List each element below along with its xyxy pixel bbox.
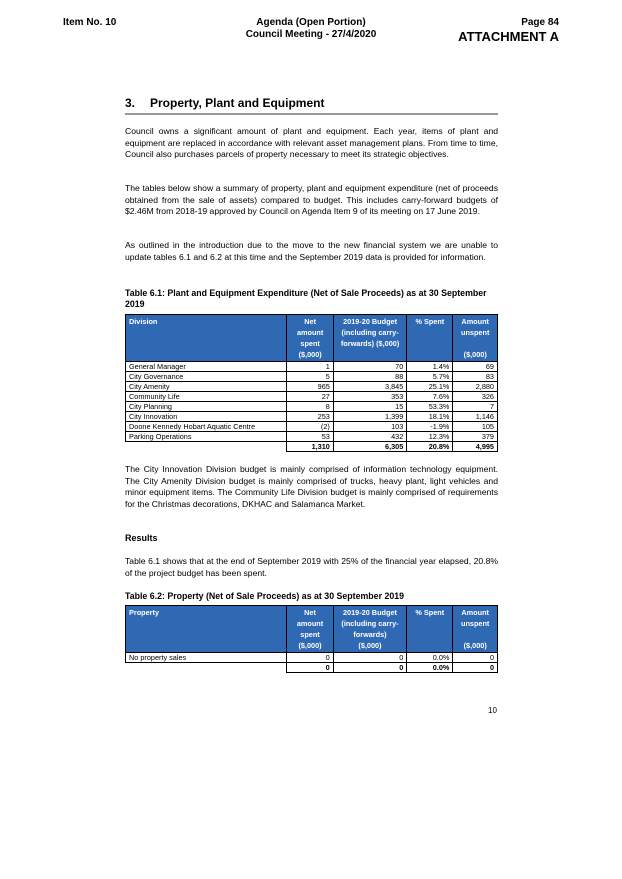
total-budget: 0 — [333, 663, 407, 673]
cell-property: No property sales — [126, 653, 287, 663]
cell-unspent: 2,880 — [453, 382, 498, 392]
cell-pct: 12.3% — [407, 432, 453, 442]
hdr-line: amount — [296, 619, 324, 628]
hdr-line: spent — [300, 630, 320, 639]
item-number: Item No. 10 — [63, 17, 117, 28]
cell-unspent: 69 — [453, 362, 498, 372]
cell-division: City Governance — [126, 372, 287, 382]
cell-division: City Planning — [126, 402, 287, 412]
hdr-line — [456, 629, 494, 640]
section-title: Property, Plant and Equipment — [150, 96, 325, 110]
total-row — [126, 663, 498, 673]
col-net-spent — [287, 606, 333, 653]
total-unspent: 4,995 — [453, 442, 498, 452]
total-net: 1,310 — [287, 442, 333, 452]
table-row — [126, 362, 498, 372]
hdr-line: (including carry- — [341, 328, 399, 337]
hdr-line: 2019-20 Budget — [343, 317, 398, 326]
page-header — [458, 17, 559, 44]
table-row — [126, 653, 498, 663]
cell-net: 27 — [287, 392, 333, 402]
cell-budget: 1,399 — [333, 412, 406, 422]
cell-budget: 0 — [333, 653, 407, 663]
cell-net: (2) — [287, 422, 333, 432]
cell-unspent: 326 — [453, 392, 498, 402]
hdr-line — [456, 338, 494, 349]
cell-budget: 353 — [333, 392, 406, 402]
col-budget — [333, 606, 407, 653]
table-row — [126, 372, 498, 382]
hdr-line: spent — [300, 339, 320, 348]
cell-unspent: 105 — [453, 422, 498, 432]
cell-pct: 1.4% — [407, 362, 453, 372]
table-row — [126, 432, 498, 442]
cell-net: 1 — [287, 362, 333, 372]
cell-net: 253 — [287, 412, 333, 422]
plant-equipment-table — [125, 314, 498, 452]
hdr-line: ($,000) — [463, 641, 487, 650]
results-heading: Results — [125, 533, 158, 543]
cell-division: City Amenity — [126, 382, 287, 392]
hdr-line: Amount — [461, 317, 489, 326]
total-net: 0 — [287, 663, 333, 673]
hdr-line: Net — [304, 608, 316, 617]
section-heading — [125, 96, 498, 115]
results-paragraph: Table 6.1 shows that at the end of September 2019 with 25% of the financial year elapsed, 20.8% of the project budget has been spent. — [125, 556, 498, 578]
hdr-line: ($,000) — [298, 350, 322, 359]
meeting-date: Council Meeting - 27/4/2020 — [245, 29, 377, 40]
cell-budget: 70 — [333, 362, 406, 372]
cell-budget: 3,845 — [333, 382, 406, 392]
page-label: Page 84 — [521, 17, 559, 28]
cell-net: 8 — [287, 402, 333, 412]
hdr-line: amount — [296, 328, 324, 337]
cell-pct: -1.9% — [407, 422, 453, 432]
col-unspent — [453, 315, 498, 362]
hdr-line: unspent — [460, 619, 490, 628]
cell-blank — [126, 442, 287, 452]
table2-caption: Table 6.2: Property (Net of Sale Proceeds) as at 30 September 2019 — [125, 591, 405, 601]
hdr-line: Amount — [461, 608, 489, 617]
hdr-line: unspent — [461, 328, 490, 337]
section-number: 3. — [125, 96, 136, 110]
table-row — [126, 412, 498, 422]
total-row — [126, 442, 498, 452]
hdr-line: forwards) ($,000) — [340, 339, 400, 348]
col-property: Property — [126, 606, 287, 653]
agenda-title: Agenda (Open Portion) — [256, 17, 366, 28]
cell-blank — [126, 663, 287, 673]
cell-unspent: 0 — [453, 653, 498, 663]
table-row — [126, 422, 498, 432]
cell-pct: 7.6% — [407, 392, 453, 402]
hdr-line: (including carry- — [341, 619, 399, 628]
cell-division: Doone Kennedy Hobart Aquatic Centre — [126, 422, 287, 432]
cell-unspent: 379 — [453, 432, 498, 442]
property-table — [125, 605, 498, 673]
intro-paragraph: Council owns a significant amount of plant and equipment. Each year, items of plant and equipment are replaced in accordance with relevant asset management plans. From time to time, Council also purchases parcels of property necessary to meet its strategic objectives. — [125, 126, 498, 159]
cell-division: General Manager — [126, 362, 287, 372]
hdr-line: Net — [304, 317, 317, 326]
col-division: Division — [126, 315, 287, 362]
hdr-line: 2019-20 Budget — [343, 608, 397, 617]
system-note-paragraph: As outlined in the introduction due to the move to the new financial system we are unable to update tables 6.1 and 6.2 at this time and the September 2019 data is provided for information. — [125, 240, 498, 262]
cell-pct: 0.0% — [407, 653, 453, 663]
table-row — [126, 392, 498, 402]
cell-pct: 18.1% — [407, 412, 453, 422]
col-net-spent — [287, 315, 333, 362]
total-pct: 20.8% — [407, 442, 453, 452]
cell-budget: 103 — [333, 422, 406, 432]
col-pct-spent: % Spent — [407, 315, 453, 362]
summary-paragraph: The tables below show a summary of property, plant and equipment expenditure (net of proceeds obtained from the sale of assets) compared to budget. This includes carry-forward budgets of $2.46M from 2018-19 approved by Council on Agenda Item 9 of its meeting on 17 June 2019. — [125, 183, 498, 216]
hdr-line: forwards) — [353, 630, 387, 639]
table1-caption: Table 6.1: Plant and Equipment Expenditure (Net of Sale Proceeds) as at 30 September 2019 — [125, 288, 487, 309]
cell-division: City Innovation — [126, 412, 287, 422]
hdr-line: ($,000) — [298, 641, 322, 650]
cell-net: 5 — [287, 372, 333, 382]
cell-budget: 88 — [333, 372, 406, 382]
hdr-line: ($,000) — [358, 641, 382, 650]
table-row — [126, 402, 498, 412]
col-unspent — [453, 606, 498, 653]
division-notes-paragraph: The City Innovation Division budget is mainly comprised of information technology equipment. The City Amenity Division budget is mainly comprised of trucks, heavy plant, light vehicles and minor equipment items. The Community Life Division budget is mainly comprised of requirements for the Christmas decorations, DKHAC and Salamanca Market. — [125, 464, 498, 509]
cell-budget: 432 — [333, 432, 406, 442]
cell-budget: 15 — [333, 402, 406, 412]
cell-net: 0 — [287, 653, 333, 663]
cell-pct: 25.1% — [407, 382, 453, 392]
total-pct: 0.0% — [407, 663, 453, 673]
cell-pct: 5.7% — [407, 372, 453, 382]
total-budget: 6,305 — [333, 442, 406, 452]
cell-net: 53 — [287, 432, 333, 442]
col-budget — [333, 315, 406, 362]
total-unspent: 0 — [453, 663, 498, 673]
attachment-label: ATTACHMENT A — [458, 29, 559, 44]
cell-unspent: 83 — [453, 372, 498, 382]
cell-unspent: 7 — [453, 402, 498, 412]
cell-division: Community Life — [126, 392, 287, 402]
table-row — [126, 382, 498, 392]
cell-unspent: 1,146 — [453, 412, 498, 422]
cell-pct: 53.3% — [407, 402, 453, 412]
cell-net: 965 — [287, 382, 333, 392]
hdr-line: ($,000) — [463, 350, 487, 359]
cell-division: Parking Operations — [126, 432, 287, 442]
page-number: 10 — [488, 706, 497, 715]
col-pct-spent: % Spent — [407, 606, 453, 653]
